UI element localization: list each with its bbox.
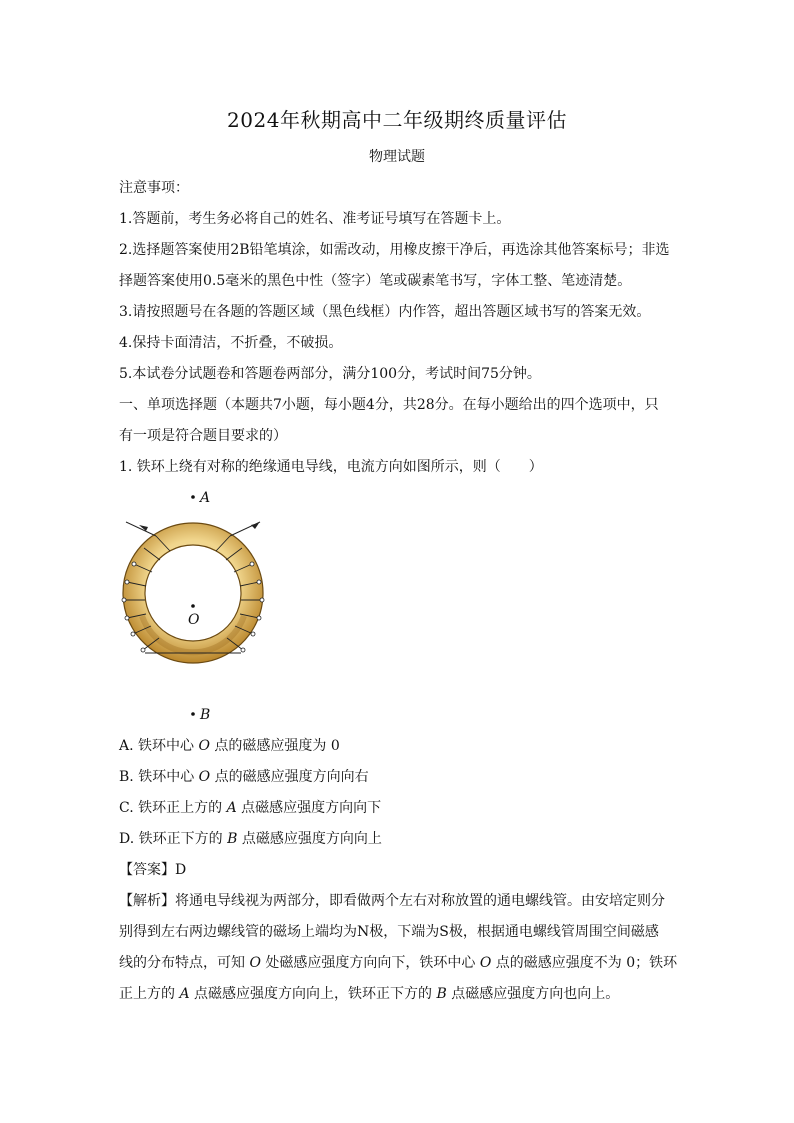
label-b: B bbox=[200, 707, 211, 723]
iron-ring-figure bbox=[112, 484, 292, 724]
analysis-line: 【解析】将通电导线视为两部分，即看做两个左右对称放置的通电螺线管。由安培定则分 bbox=[119, 893, 665, 909]
note-item: 择题答案使用0.5毫米的黑色中性（签字）笔或碳素笔书写，字体工整、笔迹清楚。 bbox=[119, 273, 632, 289]
section-heading-cont: 有一项是符合题目要求的） bbox=[119, 428, 287, 444]
question-stem: 1. 铁环上绕有对称的绝缘通电导线，电流方向如图所示，则（ ） bbox=[119, 459, 543, 475]
analysis-line: 线的分布特点，可知 O 处磁感应强度方向向下，铁环中心 O 点的磁感应强度不为 0；铁环 bbox=[119, 955, 678, 971]
point-a-dot bbox=[191, 495, 195, 499]
analysis-line: 正上方的 A 点磁感应强度方向向上，铁环正下方的 B 点磁感应强度方向也向上。 bbox=[119, 986, 620, 1002]
note-item: 2.选择题答案使用2B铅笔填涂，如需改动，用橡皮擦干净后，再选涂其他答案标号；非选 bbox=[119, 242, 670, 258]
option-a: A. 铁环中心 O 点的磁感应强度为 0 bbox=[119, 738, 340, 754]
section-heading: 一、单项选择题（本题共7小题，每小题4分，共28分。在每小题给出的四个选项中，只 bbox=[119, 397, 659, 413]
option-b: B. 铁环中心 O 点的磁感应强度方向向右 bbox=[119, 769, 369, 785]
lead-wire-left bbox=[126, 522, 156, 536]
note-item: 1.答题前，考生务必将自己的姓名、准考证号填写在答题卡上。 bbox=[119, 211, 511, 227]
option-d: D. 铁环正下方的 B 点磁感应强度方向向上 bbox=[119, 831, 382, 847]
point-b-dot bbox=[191, 712, 195, 716]
answer: 【答案】D bbox=[119, 862, 187, 878]
note-item: 3.请按照题号在各题的答题区域（黑色线框）内作答，超出答题区域书写的答案无效。 bbox=[119, 304, 651, 320]
exam-subtitle: 物理试题 bbox=[369, 149, 425, 165]
note-item: 5.本试卷分试题卷和答题卷两部分，满分100分，考试时间75分钟。 bbox=[119, 366, 541, 382]
point-o-dot bbox=[191, 604, 195, 608]
notes-heading: 注意事项： bbox=[119, 180, 189, 196]
label-a: A bbox=[200, 490, 211, 506]
label-o: O bbox=[188, 612, 200, 628]
iron-ring bbox=[123, 523, 263, 663]
option-c: C. 铁环正上方的 A 点磁感应强度方向向下 bbox=[119, 800, 382, 816]
analysis-line: 别得到左右两边螺线管的磁场上端均为N极，下端为S极，根据通电螺线管周围空间磁感 bbox=[119, 924, 659, 940]
exam-title: 2024年秋期高中二年级期终质量评估 bbox=[227, 108, 567, 132]
note-item: 4.保持卡面清洁，不折叠，不破损。 bbox=[119, 335, 343, 351]
